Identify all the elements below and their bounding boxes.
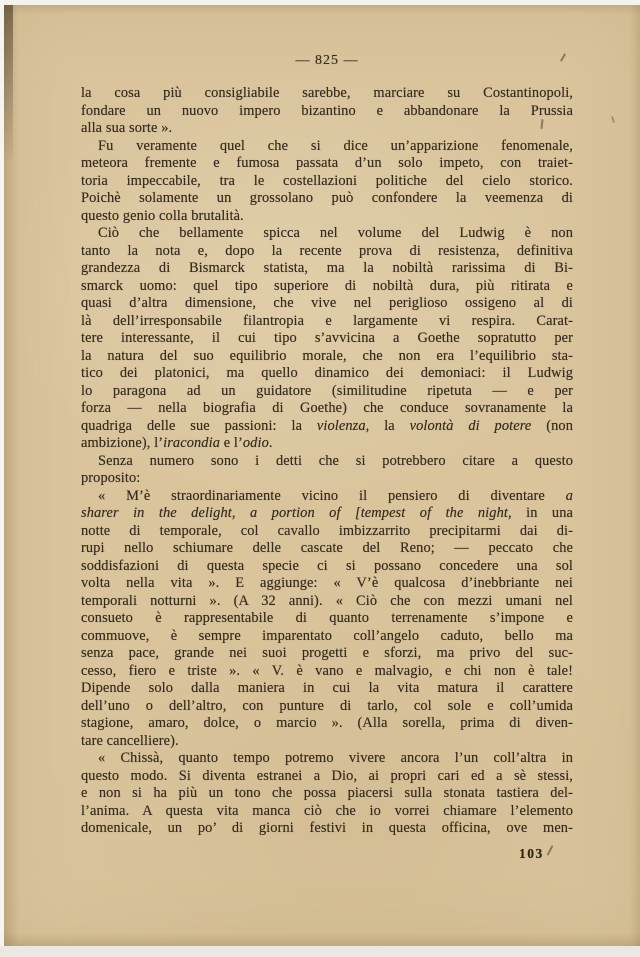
text-line: Senza numero sono i detti che si potrebbero citare a questo bbox=[98, 452, 573, 469]
scan-artifact bbox=[547, 845, 554, 856]
text-line: fondare un nuovo impero bizantino e abbandonare la Prussia bbox=[81, 102, 573, 119]
paragraph bbox=[81, 453, 573, 488]
text-line: questo modo. Si diventa estranei a Dio, ai propri cari ed a sè stessi, bbox=[81, 767, 573, 784]
text-line: quasi d’altra dimensione, che vive nel periglioso ossigeno al di bbox=[81, 295, 573, 311]
text-line: lo paragona ad un guidatore (similitudine ripetuta — e per bbox=[81, 382, 573, 399]
text-line: « M’è straordinariamente vicino il pensiero di diventare a bbox=[98, 487, 573, 504]
paragraph bbox=[81, 225, 573, 453]
text-line: Ciò che bellamente spicca nel volume del Ludwig è non bbox=[98, 225, 573, 241]
text-line: dell’uno o dell’altro, con punture di tarlo, col sole e coll’umida bbox=[81, 697, 573, 714]
text-line: stagione, amaro, dolce, o marcio ». (Alla sorella, prima di diven- bbox=[81, 715, 573, 731]
text-line: consueto è rappresentabile di quanto terrenamente s’impone e bbox=[81, 610, 573, 626]
text-line: soddisfazioni di questa specie ci si possano concedere una sol bbox=[81, 557, 573, 574]
text-line: Dipende solo dalla maniera in cui la vita matura il carattere bbox=[81, 680, 573, 696]
text-line: tere interessante, il cui tipo s’avvicina a Goethe sopratutto per bbox=[81, 330, 573, 346]
text-line: alla sua sorte ». bbox=[81, 120, 173, 136]
text-line: questo genio colla brutalità. bbox=[81, 207, 244, 224]
text-line: sharer in the delight, a portion of [tempest of the night, in una bbox=[81, 505, 573, 521]
text-line: la natura del suo equilibrio morale, che non era l’equilibrio sta- bbox=[81, 347, 573, 364]
text-line: ambizione), l’iracondia e l’odio. bbox=[81, 435, 273, 451]
text-line: domenicale, un po’ di giorni festivi in questa officina, ove men- bbox=[81, 820, 573, 836]
paragraph bbox=[81, 488, 573, 751]
paper-edge-shadow bbox=[4, 5, 13, 165]
text-line: rupi nello schiumare delle cascate del Reno; — peccato che bbox=[81, 540, 573, 556]
text-line: Poichè solamente un grossolano può confondere la veemenza di bbox=[81, 190, 573, 206]
text-line: tico dei platonici, ma quello dinamico dei demoniaci: il Ludwig bbox=[81, 365, 573, 381]
paragraph bbox=[81, 85, 573, 138]
text-line: là dell’irresponsabile filantropia e largamente vi respira. Carat- bbox=[81, 312, 573, 329]
text-line: notte di temporale, col cavallo imbizzarrito precipitarmi dai di- bbox=[81, 522, 573, 539]
text-line: cesso, fiero e triste ». « V. è vano e malvagio, e chi non è tale! bbox=[81, 662, 573, 679]
paragraph bbox=[81, 750, 573, 838]
signature-number: 103 bbox=[519, 846, 544, 861]
paper bbox=[4, 5, 640, 946]
text-line: « Chissà, quanto tempo potremo vivere ancora l’un coll’altra in bbox=[98, 750, 573, 766]
text-line: meteora fremente e fumosa passata d’un solo impeto, con traiet- bbox=[81, 155, 573, 171]
text-line: proposito: bbox=[81, 470, 141, 486]
text-line: volta nella vita ». E aggiunge: « V’è qualcosa d’inebbriante nei bbox=[81, 575, 573, 591]
text-line: toria impeccabile, tra le costellazioni politiche del cielo storico. bbox=[81, 172, 573, 189]
text-line: e non si ha più un tono che possa piacersi sulla stonata tastiera del- bbox=[81, 785, 573, 801]
text-line: tare cancelliere). bbox=[81, 732, 179, 749]
scan-artifact bbox=[611, 116, 615, 123]
scanner-edge-bottom bbox=[0, 946, 640, 957]
page-number-header: — 825 — bbox=[295, 53, 359, 68]
page-body bbox=[81, 85, 573, 838]
text-line: tanto la nota e, dopo la recente prova di resistenza, definitiva bbox=[81, 242, 573, 259]
text-line: temporali notturni ». (A 32 anni). « Ciò che con mezzi umani nel bbox=[81, 592, 573, 609]
paragraph bbox=[81, 138, 573, 226]
text-line: smarck uomo: quel tipo superiore di nobiltà dura, più ritirata e bbox=[81, 277, 573, 294]
text-line: la cosa più consigliabile sarebbe, marciare su Costantinopoli, bbox=[81, 85, 573, 101]
text-line: forza — nella biografia di Goethe) che conduce sovranamente la bbox=[81, 400, 573, 416]
text-line: senza pace, grande nei suoi progetti e sforzi, ma privo del suc- bbox=[81, 645, 573, 661]
text-line: l’anima. A questa vita manca ciò che io vorrei chiamare l’elemento bbox=[81, 802, 573, 819]
text-line: Fu veramente quel che si dice un’apparizione fenomenale, bbox=[98, 137, 573, 154]
text-line: grandezza di Bismarck statista, ma la nobiltà rarissima di Bi- bbox=[81, 260, 573, 276]
text-line: quadriga delle sue passioni: la violenza, la volontà di potere (non bbox=[81, 417, 573, 434]
text-line: commuove, è sempre imparentato coll’angelo caduto, bello ma bbox=[81, 627, 573, 644]
